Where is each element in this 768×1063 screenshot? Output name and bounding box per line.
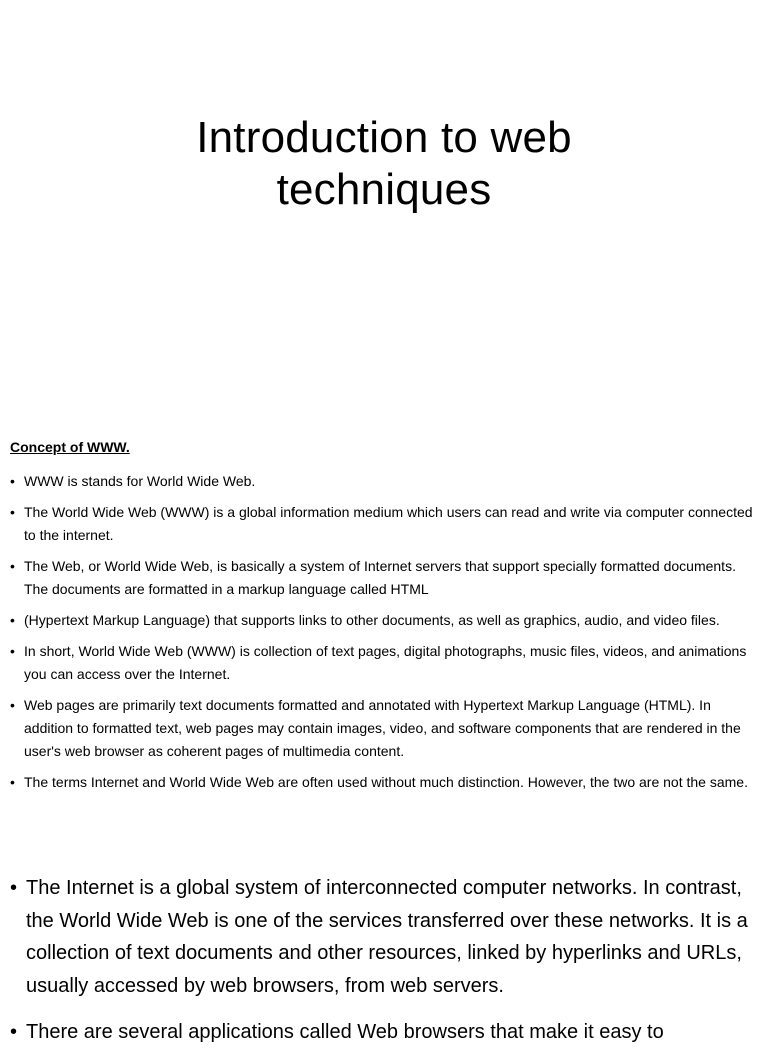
bullet-icon: • [10, 1021, 18, 1043]
slide-title [0, 112, 768, 216]
list-item [10, 470, 760, 493]
bullet-icon: • [10, 473, 15, 489]
bullet-icon: • [10, 558, 15, 574]
large-bullet-list [10, 872, 750, 1063]
concept-section [10, 436, 760, 802]
bullet-icon: • [10, 877, 18, 899]
bullet-icon: • [10, 774, 15, 790]
concept-bullet-list [10, 470, 760, 794]
list-item-text: (Hypertext Markup Language) that supports links to other documents, as well as graphics, audio, and video files. [24, 612, 720, 628]
list-item-text: The Web, or World Wide Web, is basically a system of Internet servers that support specially formatted documents. The documents are formatted in a markup language called HTML [24, 558, 736, 597]
list-item [10, 609, 760, 632]
slide-title-line-2: techniques [276, 165, 492, 214]
list-item [10, 640, 760, 686]
list-item-text: Web pages are primarily text documents formatted and annotated with Hypertext Markup Language (HTML). In addition to formatted text, web pages may contain images, video, and software components that are rendered in the user's web browser as coherent pages of multimedia content. [24, 697, 741, 759]
bullet-icon: • [10, 697, 15, 713]
list-item-text: The Internet is a global system of interconnected computer networks. In contrast, the World Wide Web is one of the services transferred over these networks. It is a collection of text documents and other resources, linked by hyperlinks and URLs, usually accessed by web browsers, from web servers. [26, 877, 748, 997]
bullet-icon: • [10, 504, 15, 520]
list-item [10, 872, 750, 1002]
list-item-text: WWW is stands for World Wide Web. [24, 473, 256, 489]
slide-title-line-1: Introduction to web [196, 113, 572, 162]
bullet-icon: • [10, 643, 15, 659]
bullet-icon: • [10, 612, 15, 628]
list-item [10, 1016, 750, 1049]
list-item [10, 694, 760, 763]
list-item-text: The terms Internet and World Wide Web are often used without much distinction. However, the two are not the same. [24, 774, 748, 790]
list-item [10, 771, 760, 794]
list-item-text: There are several applications called Web browsers that make it easy to [26, 1021, 664, 1043]
section-heading: Concept of WWW. [10, 439, 130, 455]
list-item-text: In short, World Wide Web (WWW) is collection of text pages, digital photographs, music files, videos, and animations you can access over the Internet. [24, 643, 747, 682]
list-item [10, 555, 760, 601]
list-item-text: The World Wide Web (WWW) is a global information medium which users can read and write via computer connected to the internet. [24, 504, 753, 543]
list-item [10, 501, 760, 547]
